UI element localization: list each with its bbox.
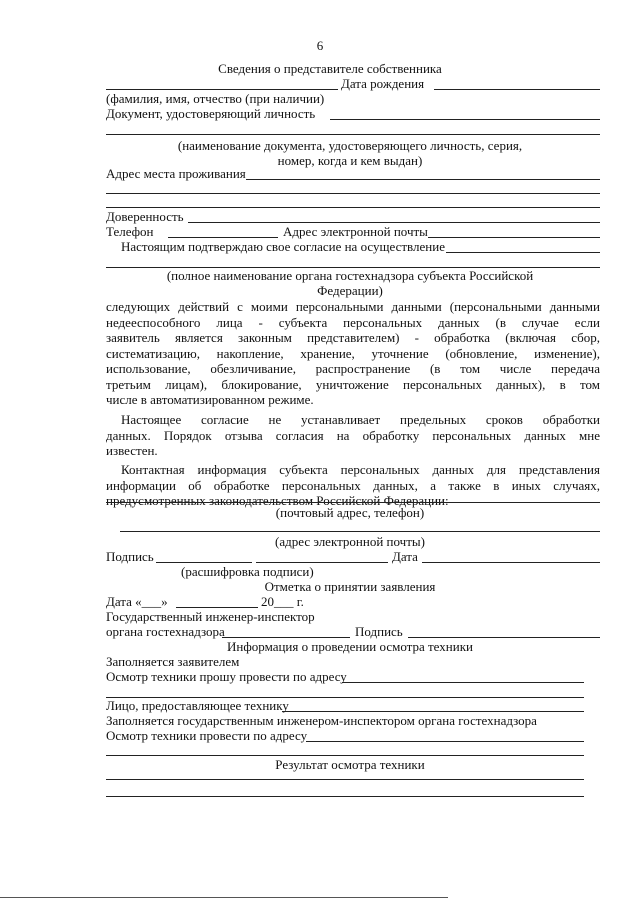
address-field-line-3[interactable] [106, 207, 600, 208]
acceptance-title: Отметка о принятии заявления [264, 579, 436, 594]
acceptance-date-prefix: Дата «___» [106, 594, 168, 609]
postal-hint: (почтовый адрес, телефон) [275, 505, 425, 520]
contact-email-field[interactable] [120, 531, 600, 532]
email-hint: (адрес электронной почты) [275, 534, 425, 549]
date-label: Дата [392, 549, 418, 564]
consent-line: заявитель является законным представителем) - обработка (включая сбор, [106, 330, 600, 345]
inspection-address-label: Осмотр техники провести по адресу [106, 728, 308, 743]
inspection-request-label: Осмотр техники прошу провести по адресу [106, 669, 347, 684]
inspection-address-field[interactable] [306, 741, 584, 742]
inspection-address-field-line-2[interactable] [106, 755, 584, 756]
provider-label: Лицо, предоставляющее технику [106, 698, 289, 713]
inspector-name-field[interactable] [222, 637, 350, 638]
signature-field[interactable] [156, 562, 252, 563]
filled-by-applicant: Заполняется заявителем [106, 654, 240, 669]
authority-hint-2: Федерации) [317, 283, 383, 298]
consent-line: числе в автоматизированном режиме. [106, 392, 314, 407]
power-of-attorney-field[interactable] [188, 222, 600, 223]
contact-line: предусмотренных законодательством Российской Федерации: [106, 493, 449, 508]
document-field-line-2[interactable] [106, 134, 600, 135]
term-line: Настоящее согласие не устанавливает предельных сроков обработки [121, 412, 600, 427]
provider-field[interactable] [282, 711, 584, 712]
inspection-request-field[interactable] [342, 682, 584, 683]
authority-hint-1: (полное наименование органа гостехнадзора субъекта Российской [166, 268, 534, 283]
footnote-separator [0, 897, 448, 898]
acceptance-date-suffix: 20___ г. [261, 594, 304, 609]
term-line: известен. [106, 443, 158, 458]
result-field-line-2[interactable] [106, 796, 584, 797]
consent-line: недееспособного лица - субъекта персональных данных (в случае если [106, 314, 600, 330]
email-field[interactable] [428, 237, 600, 238]
inspector-signature-label: Подпись [355, 624, 403, 639]
address-label: Адрес места проживания [106, 166, 246, 181]
power-of-attorney-label: Доверенность [106, 209, 184, 224]
section-title: Сведения о представителе собственника [218, 61, 442, 76]
inspection-title: Информация о проведении осмотра техники [227, 639, 473, 654]
phone-field[interactable] [168, 237, 278, 238]
inspector-line-2: органа гостехнадзора [106, 624, 225, 639]
email-label: Адрес электронной почты [283, 224, 428, 239]
birth-date-field[interactable] [434, 89, 600, 90]
result-title: Результат осмотра техники [275, 757, 425, 772]
acceptance-month-field[interactable] [176, 607, 258, 608]
signature-label: Подпись [106, 549, 154, 564]
term-line: данных. Порядок отзыва согласия на обработку персональных данных мне [106, 427, 600, 443]
term-paragraph [106, 412, 600, 459]
inspector-signature-field[interactable] [408, 637, 600, 638]
document-hint-1: (наименование документа, удостоверяющего личность, серия, [177, 138, 523, 153]
contact-line: Контактная информация субъекта персональных данных для представления [121, 462, 600, 477]
address-field-line-2[interactable] [106, 193, 600, 194]
consent-paragraph [106, 299, 600, 408]
birth-date-label: Дата рождения [341, 76, 425, 91]
contact-line: информации об обработке персональных данных, а также в иных случаях, [106, 477, 600, 493]
consent-line: использование, обезличивание, распространение (в том числе передача [106, 361, 600, 376]
document-field[interactable] [330, 119, 600, 120]
result-field[interactable] [106, 779, 584, 780]
consent-intro: Настоящим подтверждаю свое согласие на осуществление [121, 239, 445, 254]
filled-by-inspector: Заполняется государственным инженером-инспектором органа гостехнадзора [106, 713, 537, 728]
address-field[interactable] [246, 179, 600, 180]
signature-decoding-field[interactable] [256, 562, 388, 563]
decoding-hint: (расшифровка подписи) [181, 564, 314, 579]
consent-authority-field[interactable] [446, 252, 600, 253]
document-label: Документ, удостоверяющий личность [106, 106, 316, 121]
consent-line: следующих действий с моими персональными данными (персональными данными [106, 299, 600, 314]
postal-address-field[interactable] [106, 502, 600, 503]
fio-hint: (фамилия, имя, отчество (при наличии) [106, 91, 325, 106]
page-number: 6 [316, 38, 324, 53]
document-hint-2: номер, когда и кем выдан) [277, 153, 423, 168]
consent-line: третьим лицам), блокирование, уничтожение персональных данных), в том [106, 376, 600, 392]
inspector-line-1: Государственный инженер-инспектор [106, 609, 315, 624]
phone-label: Телефон [106, 224, 154, 239]
consent-line: систематизацию, накопление, хранение, уточнение (обновление, изменение), [106, 345, 600, 361]
fio-field[interactable] [106, 89, 338, 90]
date-field[interactable] [422, 562, 600, 563]
